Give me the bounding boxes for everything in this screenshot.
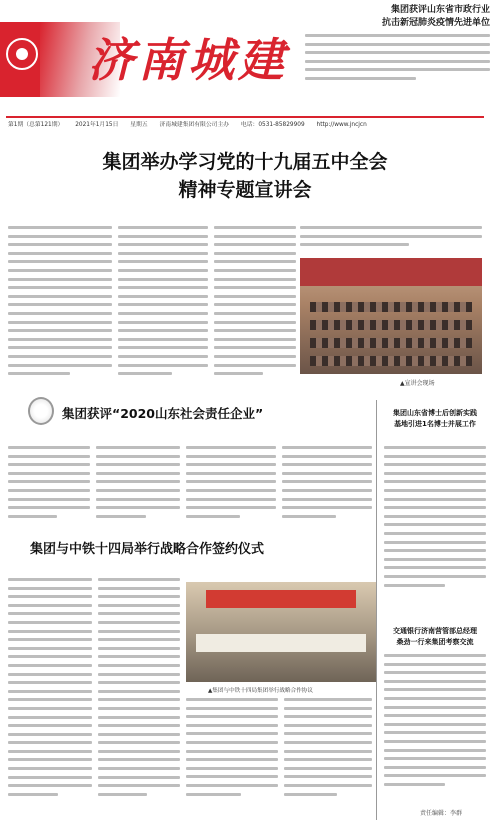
issue-number: 第1期（总第121期） bbox=[8, 122, 64, 128]
side-article1-title-line1: 集团山东省博士后创新实践 bbox=[393, 409, 477, 417]
issue-date: 2021年1月15日 bbox=[75, 122, 119, 128]
header-teaser bbox=[305, 4, 490, 86]
header-teaser-title-line2: 抗击新冠肺炎疫情先进单位 bbox=[381, 18, 490, 28]
lecture-photo-caption: ▲宣讲会现场 bbox=[400, 380, 435, 387]
issue-weekday: 星期五 bbox=[130, 122, 148, 128]
lead-body-col4 bbox=[300, 226, 482, 254]
signing-photo-caption: ▲集团与中铁十四局集团举行战略合作协议 bbox=[208, 688, 313, 694]
award-body-col4 bbox=[282, 446, 372, 528]
issue-info-bar bbox=[8, 119, 484, 128]
lead-headline-line1: 集团举办学习党的十九届五中全会 bbox=[102, 151, 388, 173]
masthead-title: 济南城建 bbox=[88, 33, 288, 87]
header-teaser-title bbox=[305, 4, 490, 30]
coop-headline: 集团与中铁十四局举行战略合作签约仪式 bbox=[30, 542, 265, 557]
coop-body-col1 bbox=[8, 578, 92, 810]
side-article1-body bbox=[384, 446, 486, 616]
lecture-photo bbox=[300, 258, 482, 374]
award-body-col2 bbox=[96, 446, 180, 528]
side-article2-body bbox=[384, 654, 486, 802]
coop-body-col2 bbox=[98, 578, 180, 810]
emblem-icon bbox=[6, 38, 38, 70]
lead-body-col3 bbox=[214, 226, 296, 396]
lead-body-col1 bbox=[8, 226, 112, 396]
side-article2-title-line1: 交通银行济南营管部总经理 bbox=[393, 627, 477, 635]
publisher: 济南城建集团有限公司主办 bbox=[159, 122, 230, 128]
side-article1-title bbox=[380, 408, 490, 430]
side-article2-title bbox=[380, 626, 490, 648]
phone: 电话：0531-85829909 bbox=[240, 122, 305, 128]
signing-photo bbox=[186, 582, 376, 682]
header-rule bbox=[6, 116, 484, 118]
header-teaser-body bbox=[305, 34, 490, 80]
award-ribbon-icon bbox=[28, 397, 54, 425]
right-column-divider bbox=[376, 400, 377, 820]
lead-body-col2 bbox=[118, 226, 208, 396]
coop-body-col3 bbox=[186, 698, 278, 810]
award-body-col3 bbox=[186, 446, 276, 528]
coop-body-col4 bbox=[284, 698, 372, 810]
website-link[interactable]: http://www.jncjcn bbox=[316, 122, 367, 128]
header-teaser-title-line1: 集团获评山东省市政行业 bbox=[390, 5, 490, 15]
award-body-col1 bbox=[8, 446, 90, 528]
award-headline: 集团获评“2020山东社会责任企业” bbox=[62, 406, 264, 421]
side-article2-title-line2: 桑劲一行来集团考察交流 bbox=[396, 638, 474, 646]
lead-headline bbox=[0, 148, 490, 204]
lead-headline-line2: 精神专题宣讲会 bbox=[178, 179, 312, 201]
editor-credit: 责任编辑：李群 bbox=[420, 810, 463, 817]
side-article1-title-line2: 基地引进1名博士并展工作 bbox=[394, 420, 476, 428]
